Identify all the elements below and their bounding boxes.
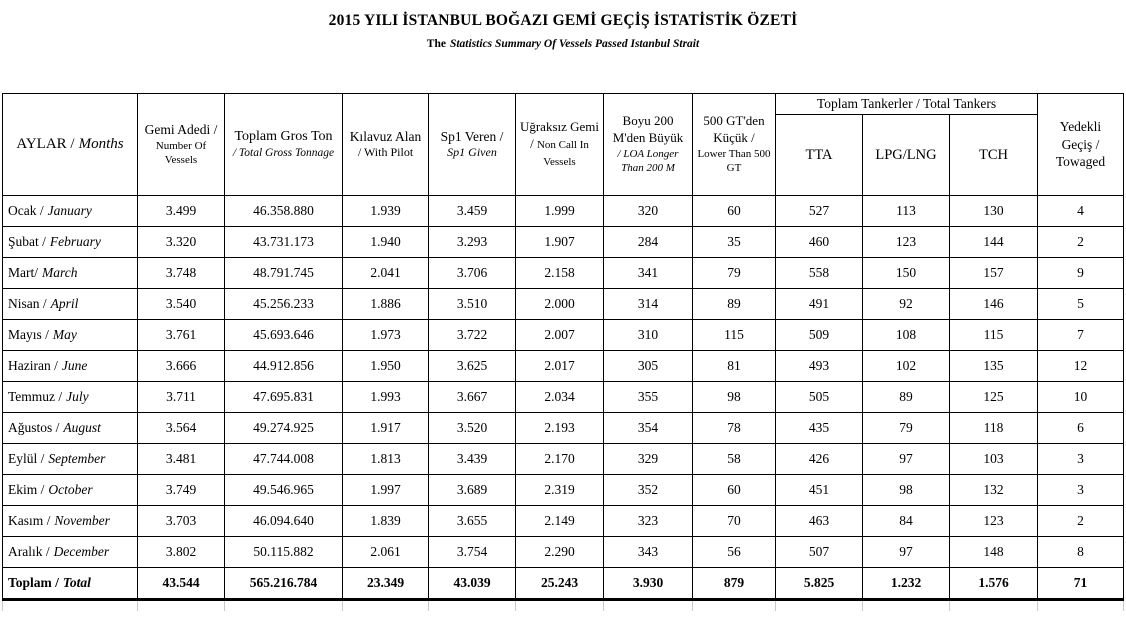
total-value-cell: 1.232 (863, 568, 950, 600)
value-cell: 354 (604, 413, 693, 444)
ghost-cell (225, 600, 343, 611)
value-cell: 3.481 (138, 444, 225, 475)
month-cell (3, 413, 138, 444)
value-cell: 2.000 (516, 289, 604, 320)
value-cell: 2.149 (516, 506, 604, 537)
value-cell: 320 (604, 196, 693, 227)
value-cell: 509 (776, 320, 863, 351)
value-cell: 47.744.008 (225, 444, 343, 475)
header-tonnage-tr: Toplam Gros Ton (234, 128, 333, 144)
value-cell: 60 (693, 196, 776, 227)
value-cell: 43.731.173 (225, 227, 343, 258)
month-cell (3, 258, 138, 289)
total-value-cell: 3.930 (604, 568, 693, 600)
value-cell: 3.761 (138, 320, 225, 351)
month-english: August (63, 420, 101, 435)
value-cell: 113 (863, 196, 950, 227)
ghost-cell (1038, 600, 1124, 611)
value-cell: 8 (1038, 537, 1124, 568)
value-cell: 329 (604, 444, 693, 475)
ghost-cell (950, 600, 1038, 611)
value-cell: 44.912.856 (225, 351, 343, 382)
page-subtitle (0, 38, 1126, 50)
value-cell: 1.993 (343, 382, 429, 413)
value-cell: 3.711 (138, 382, 225, 413)
header-vessels-tr: Gemi Adedi / (144, 122, 218, 138)
col-header-gross-tonnage (225, 94, 343, 196)
value-cell: 123 (863, 227, 950, 258)
value-cell: 84 (863, 506, 950, 537)
month-row (3, 196, 1124, 227)
value-cell: 135 (950, 351, 1038, 382)
total-label-cell (3, 568, 138, 600)
value-cell: 5 (1038, 289, 1124, 320)
ghost-cell (863, 600, 950, 611)
header-loa-en: / LOA Longer Than 200 M (617, 148, 679, 175)
value-cell: 98 (863, 475, 950, 506)
col-header-number-of-vessels (138, 94, 225, 196)
month-english: June (61, 358, 88, 373)
value-cell: 1.940 (343, 227, 429, 258)
value-cell: 355 (604, 382, 693, 413)
value-cell: 49.546.965 (225, 475, 343, 506)
value-cell: 2.290 (516, 537, 604, 568)
total-value-cell: 565.216.784 (225, 568, 343, 600)
value-cell: 3.748 (138, 258, 225, 289)
total-label-tr: Toplam / (8, 575, 59, 590)
month-row (3, 444, 1124, 475)
value-cell: 10 (1038, 382, 1124, 413)
value-cell: 3.520 (429, 413, 516, 444)
month-row (3, 320, 1124, 351)
total-value-cell: 879 (693, 568, 776, 600)
value-cell: 3.689 (429, 475, 516, 506)
value-cell: 3.439 (429, 444, 516, 475)
value-cell: 527 (776, 196, 863, 227)
value-cell: 558 (776, 258, 863, 289)
value-cell: 1.973 (343, 320, 429, 351)
header-vessels-en: Number Of Vessels (155, 139, 207, 167)
value-cell: 56 (693, 537, 776, 568)
ghost-cell (138, 600, 225, 611)
month-row (3, 289, 1124, 320)
month-turkish: Temmuz / (8, 389, 63, 404)
ghost-cell (3, 600, 138, 611)
month-row (3, 537, 1124, 568)
month-english: July (66, 389, 89, 404)
value-cell: 2.193 (516, 413, 604, 444)
value-cell: 1.886 (343, 289, 429, 320)
value-cell: 1.939 (343, 196, 429, 227)
value-cell: 1.997 (343, 475, 429, 506)
value-cell: 314 (604, 289, 693, 320)
value-cell: 118 (950, 413, 1038, 444)
month-row (3, 475, 1124, 506)
value-cell: 1.999 (516, 196, 604, 227)
month-turkish: Ekim / (8, 482, 45, 497)
table-body (3, 196, 1124, 568)
value-cell: 89 (863, 382, 950, 413)
value-cell: 123 (950, 506, 1038, 537)
header-loa-tr: Boyu 200 M'den Büyük (612, 113, 684, 146)
value-cell: 3.802 (138, 537, 225, 568)
month-cell (3, 289, 138, 320)
value-cell: 97 (863, 537, 950, 568)
value-cell: 505 (776, 382, 863, 413)
value-cell: 435 (776, 413, 863, 444)
value-cell: 35 (693, 227, 776, 258)
value-cell: 3.666 (138, 351, 225, 382)
value-cell: 1.907 (516, 227, 604, 258)
value-cell: 2.319 (516, 475, 604, 506)
value-cell: 507 (776, 537, 863, 568)
col-header-loa-longer-200m (604, 94, 693, 196)
month-english: May (52, 327, 77, 342)
month-turkish: Ocak / (8, 203, 44, 218)
value-cell: 157 (950, 258, 1038, 289)
header-towage-en: Towaged (1055, 154, 1106, 170)
value-cell: 3.499 (138, 196, 225, 227)
header-pilot-en: / With Pilot (357, 145, 414, 160)
value-cell: 310 (604, 320, 693, 351)
month-cell (3, 382, 138, 413)
total-value-cell: 25.243 (516, 568, 604, 600)
value-cell: 115 (950, 320, 1038, 351)
total-value-cell: 71 (1038, 568, 1124, 600)
value-cell: 1.813 (343, 444, 429, 475)
value-cell: 97 (863, 444, 950, 475)
value-cell: 3.722 (429, 320, 516, 351)
month-english: November (54, 513, 110, 528)
total-value-cell: 43.544 (138, 568, 225, 600)
total-label-en: Total (62, 575, 91, 590)
value-cell: 125 (950, 382, 1038, 413)
value-cell: 130 (950, 196, 1038, 227)
value-cell: 46.094.640 (225, 506, 343, 537)
value-cell: 108 (863, 320, 950, 351)
value-cell: 3 (1038, 475, 1124, 506)
month-turkish: Aralık / (8, 544, 50, 559)
ghost-cell (516, 600, 604, 611)
clipped-next-row (3, 600, 1124, 611)
value-cell: 1.839 (343, 506, 429, 537)
month-english: September (48, 451, 106, 466)
month-turkish: Haziran / (8, 358, 58, 373)
value-cell: 45.256.233 (225, 289, 343, 320)
value-cell: 3 (1038, 444, 1124, 475)
value-cell: 115 (693, 320, 776, 351)
value-cell: 46.358.880 (225, 196, 343, 227)
month-cell (3, 227, 138, 258)
month-turkish: Eylül / (8, 451, 45, 466)
month-turkish: Mayıs / (8, 327, 49, 342)
value-cell: 2 (1038, 227, 1124, 258)
value-cell: 2.017 (516, 351, 604, 382)
value-cell: 323 (604, 506, 693, 537)
subtitle-lead: The (426, 38, 446, 50)
value-cell: 3.540 (138, 289, 225, 320)
value-cell: 352 (604, 475, 693, 506)
value-cell: 98 (693, 382, 776, 413)
header-noncall-en: Non Call In Vessels (536, 139, 589, 168)
value-cell: 2 (1038, 506, 1124, 537)
col-group-header-total-tankers: Toplam Tankerler / Total Tankers (776, 94, 1038, 115)
value-cell: 79 (693, 258, 776, 289)
value-cell: 1.917 (343, 413, 429, 444)
value-cell: 3.320 (138, 227, 225, 258)
header-sp1-en: Sp1 Given (447, 145, 497, 160)
value-cell: 48.791.745 (225, 258, 343, 289)
page-title: 2015 YILI İSTANBUL BOĞAZI GEMİ GEÇİŞ İSTATİSTİK ÖZETİ (328, 12, 798, 29)
value-cell: 6 (1038, 413, 1124, 444)
ghost-cell (604, 600, 693, 611)
month-cell (3, 320, 138, 351)
value-cell: 426 (776, 444, 863, 475)
value-cell: 3.293 (429, 227, 516, 258)
month-english: April (50, 296, 79, 311)
month-row (3, 258, 1124, 289)
month-row (3, 351, 1124, 382)
month-row (3, 413, 1124, 444)
value-cell: 92 (863, 289, 950, 320)
value-cell: 81 (693, 351, 776, 382)
value-cell: 463 (776, 506, 863, 537)
col-header-non-call-vessels (516, 94, 604, 196)
ghost-cell (693, 600, 776, 611)
month-cell (3, 351, 138, 382)
value-cell: 2.007 (516, 320, 604, 351)
month-cell (3, 475, 138, 506)
month-english: January (47, 203, 92, 218)
month-turkish: Şubat / (8, 234, 46, 249)
value-cell: 144 (950, 227, 1038, 258)
header-months-en: Months (78, 135, 124, 152)
col-header-tch: TCH (950, 115, 1038, 196)
header-months-tr: AYLAR / (16, 135, 75, 152)
month-cell (3, 506, 138, 537)
value-cell: 146 (950, 289, 1038, 320)
header-pilot-tr: Kılavuz Alan (349, 128, 422, 144)
value-cell: 148 (950, 537, 1038, 568)
value-cell: 50.115.882 (225, 537, 343, 568)
month-english: December (53, 544, 110, 559)
value-cell: 70 (693, 506, 776, 537)
col-header-lower-500gt (693, 94, 776, 196)
value-cell: 3.667 (429, 382, 516, 413)
value-cell: 2.158 (516, 258, 604, 289)
value-cell: 341 (604, 258, 693, 289)
value-cell: 3.749 (138, 475, 225, 506)
month-turkish: Mart/ (8, 265, 38, 280)
header-gt500-en: Lower Than 500 GT (697, 148, 771, 175)
ghost-cell (429, 600, 516, 611)
value-cell: 3.706 (429, 258, 516, 289)
ghost-cell (343, 600, 429, 611)
value-cell: 2.061 (343, 537, 429, 568)
header-noncall-tr: Uğraksız Gemi / (519, 119, 600, 152)
header-gt500-tr: 500 GT'den Küçük / (703, 113, 765, 146)
value-cell: 78 (693, 413, 776, 444)
value-cell: 58 (693, 444, 776, 475)
month-cell (3, 196, 138, 227)
month-turkish: Kasım / (8, 513, 51, 528)
col-header-with-pilot (343, 94, 429, 196)
month-turkish: Ağustos / (8, 420, 60, 435)
month-english: March (42, 265, 78, 280)
value-cell: 305 (604, 351, 693, 382)
value-cell: 12 (1038, 351, 1124, 382)
value-cell: 2.041 (343, 258, 429, 289)
month-row (3, 506, 1124, 537)
total-row (3, 568, 1124, 600)
value-cell: 47.695.831 (225, 382, 343, 413)
value-cell: 45.693.646 (225, 320, 343, 351)
value-cell: 132 (950, 475, 1038, 506)
value-cell: 9 (1038, 258, 1124, 289)
value-cell: 2.034 (516, 382, 604, 413)
total-value-cell: 23.349 (343, 568, 429, 600)
value-cell: 451 (776, 475, 863, 506)
table-header (3, 94, 1124, 196)
value-cell: 3.459 (429, 196, 516, 227)
value-cell: 79 (863, 413, 950, 444)
col-header-lpg-lng: LPG/LNG (863, 115, 950, 196)
value-cell: 460 (776, 227, 863, 258)
month-turkish: Nisan / (8, 296, 47, 311)
value-cell: 89 (693, 289, 776, 320)
statistics-table (2, 93, 1124, 611)
month-english: February (49, 234, 101, 249)
ghost-cell (776, 600, 863, 611)
month-english: October (48, 482, 93, 497)
header-tonnage-en: / Total Gross Tonnage (232, 147, 335, 160)
col-header-tta: TTA (776, 115, 863, 196)
table-footer (3, 568, 1124, 611)
value-cell: 2.170 (516, 444, 604, 475)
value-cell: 60 (693, 475, 776, 506)
value-cell: 3.510 (429, 289, 516, 320)
value-cell: 3.625 (429, 351, 516, 382)
value-cell: 491 (776, 289, 863, 320)
value-cell: 103 (950, 444, 1038, 475)
value-cell: 3.655 (429, 506, 516, 537)
value-cell: 7 (1038, 320, 1124, 351)
subtitle-rest: Statistics Summary Of Vessels Passed Istanbul Strait (449, 38, 700, 50)
value-cell: 150 (863, 258, 950, 289)
total-value-cell: 43.039 (429, 568, 516, 600)
header-towage-tr: Yedekli Geçiş / (1059, 119, 1102, 152)
value-cell: 49.274.925 (225, 413, 343, 444)
value-cell: 284 (604, 227, 693, 258)
month-cell (3, 444, 138, 475)
value-cell: 343 (604, 537, 693, 568)
value-cell: 102 (863, 351, 950, 382)
header-sp1-tr: Sp1 Veren / (440, 128, 504, 144)
total-value-cell: 5.825 (776, 568, 863, 600)
header-row-top (3, 94, 1124, 115)
value-cell: 3.754 (429, 537, 516, 568)
value-cell: 4 (1038, 196, 1124, 227)
col-header-sp1-given (429, 94, 516, 196)
col-header-towaged (1038, 94, 1124, 196)
month-row (3, 227, 1124, 258)
value-cell: 1.950 (343, 351, 429, 382)
month-cell (3, 537, 138, 568)
value-cell: 3.703 (138, 506, 225, 537)
col-header-months (3, 94, 138, 196)
total-value-cell: 1.576 (950, 568, 1038, 600)
month-row (3, 382, 1124, 413)
value-cell: 493 (776, 351, 863, 382)
value-cell: 3.564 (138, 413, 225, 444)
